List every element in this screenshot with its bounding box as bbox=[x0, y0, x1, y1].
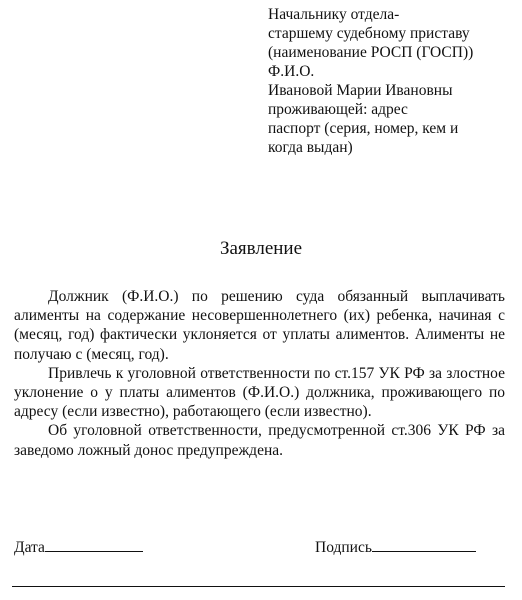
signature-label: Подпись bbox=[315, 539, 372, 556]
addressee-block bbox=[268, 5, 518, 157]
addressee-line: проживающей: адрес bbox=[268, 101, 408, 118]
addressee-line: Начальнику отдела- bbox=[268, 6, 400, 23]
signature-field bbox=[315, 537, 476, 557]
addressee-line: паспорт (серия, номер, кем и bbox=[268, 120, 459, 137]
addressee-line: когда выдан) bbox=[268, 139, 353, 156]
bottom-divider bbox=[12, 586, 505, 587]
document-body bbox=[14, 287, 505, 460]
date-blank-line bbox=[45, 537, 143, 552]
body-paragraph: Должник (Ф.И.О.) по решению суда обязанный выплачивать алименты на содержание несовершеннолетнего (их) ребенка, начиная с (месяц, год) фактически уклоняется от уплаты алиментов. Алименты не получаю с (месяц, год). bbox=[14, 288, 505, 363]
document-title: Заявление bbox=[219, 238, 303, 259]
body-paragraph: Об уголовной ответственности, предусмотренной ст.306 УК РФ за заведомо ложный донос предупреждена. bbox=[14, 422, 505, 459]
addressee-line: (наименование РОСП (ГОСП)) bbox=[268, 44, 474, 61]
signature-blank-line bbox=[372, 537, 476, 552]
signature-row bbox=[14, 537, 505, 557]
addressee-line: Ивановой Марии Ивановны bbox=[268, 82, 453, 99]
document-title-row bbox=[0, 237, 522, 261]
addressee-line: Ф.И.О. bbox=[268, 63, 315, 80]
body-paragraph: Привлечь к уголовной ответственности по ст.157 УК РФ за злостное уклонение о у платы алиментов (Ф.И.О.) должника, проживающего по адресу (если известно), работающего (если известно). bbox=[14, 364, 505, 421]
addressee-line: старшему судебному приставу bbox=[268, 25, 470, 42]
date-field bbox=[14, 537, 143, 557]
date-label: Дата bbox=[14, 539, 45, 556]
